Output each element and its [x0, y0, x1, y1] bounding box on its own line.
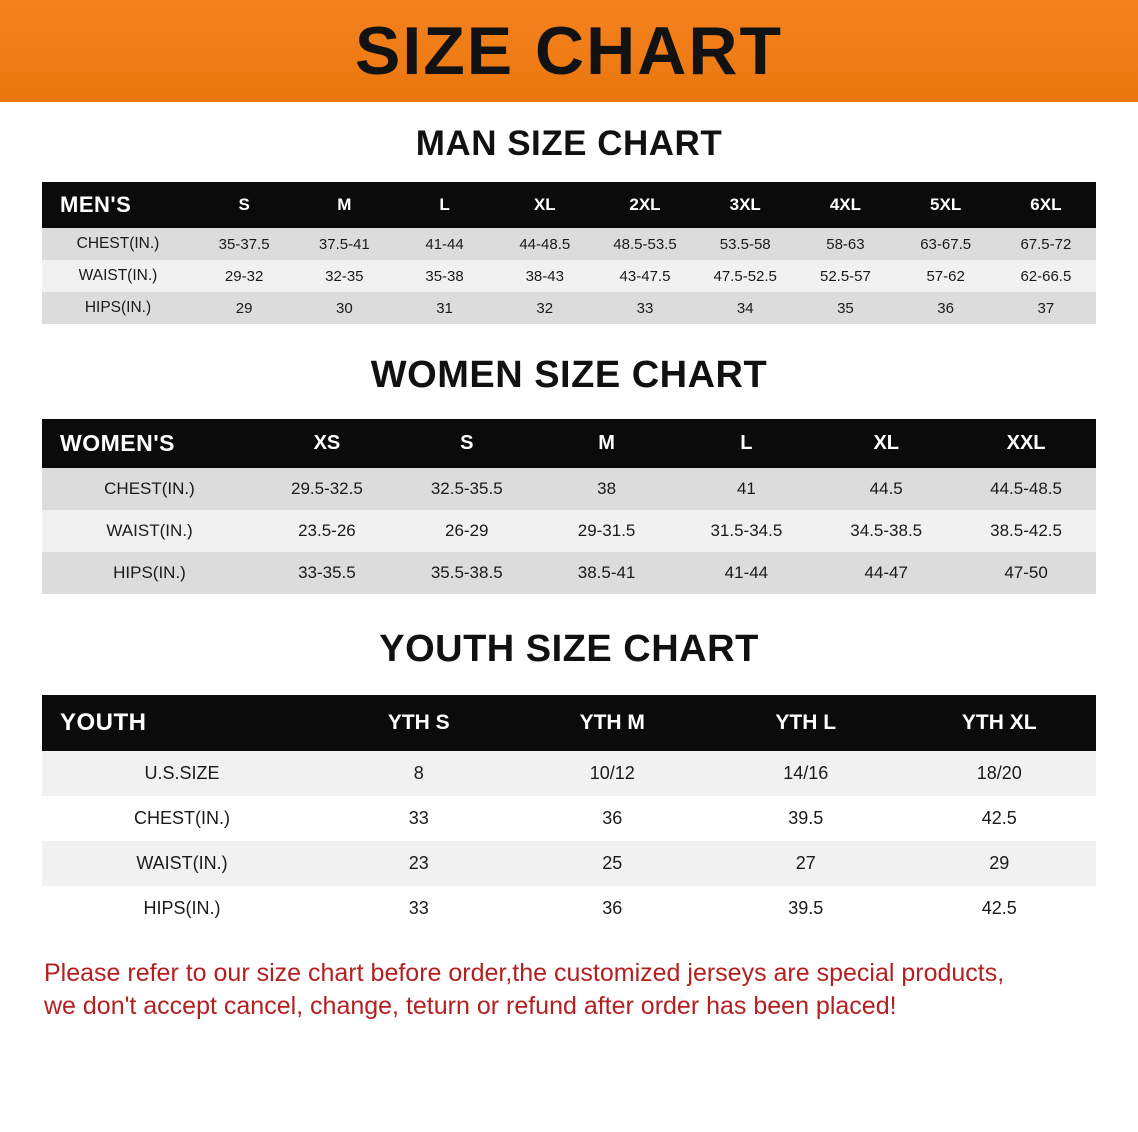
- women-cell-2-0: 33-35.5: [257, 552, 397, 594]
- women-row-0-label: CHEST(IN.): [42, 468, 257, 510]
- man-section-heading: MAN SIZE CHART: [415, 124, 723, 163]
- women-cell-2-3: 41-44: [676, 552, 816, 594]
- man-table-wrap: [42, 182, 1096, 324]
- men-col-5: 3XL: [695, 182, 795, 228]
- women-col-1: S: [397, 419, 537, 468]
- women-row-2-label: HIPS(IN.): [42, 552, 257, 594]
- men-row-1-label: WAIST(IN.): [42, 260, 194, 292]
- men-cell-1-0: 29-32: [194, 260, 294, 292]
- youth-section-heading: YOUTH SIZE CHART: [379, 628, 759, 670]
- men-col-7: 5XL: [896, 182, 996, 228]
- men-cell-1-4: 43-47.5: [595, 260, 695, 292]
- men-cell-0-6: 58-63: [795, 228, 895, 260]
- men-col-3: XL: [495, 182, 595, 228]
- youth-cell-3-1: 36: [516, 886, 710, 931]
- women-col-2: M: [537, 419, 677, 468]
- women-cell-2-2: 38.5-41: [537, 552, 677, 594]
- women-cell-0-3: 41: [676, 468, 816, 510]
- table-header-row: [42, 419, 1096, 468]
- men-row-0-label: CHEST(IN.): [42, 228, 194, 260]
- women-cell-1-1: 26-29: [397, 510, 537, 552]
- women-cell-0-4: 44.5: [816, 468, 956, 510]
- women-cell-2-4: 44-47: [816, 552, 956, 594]
- youth-cell-3-2: 39.5: [709, 886, 903, 931]
- table-row: [42, 510, 1096, 552]
- women-cell-1-4: 34.5-38.5: [816, 510, 956, 552]
- women-table-wrap: [42, 419, 1096, 594]
- men-cell-2-5: 34: [695, 292, 795, 324]
- men-row-2-label: HIPS(IN.): [42, 292, 194, 324]
- men-cell-0-2: 41-44: [394, 228, 494, 260]
- youth-cell-0-3: 18/20: [903, 751, 1097, 796]
- men-cell-1-7: 57-62: [896, 260, 996, 292]
- women-row-1-label: WAIST(IN.): [42, 510, 257, 552]
- banner: [0, 0, 1138, 102]
- men-cell-0-5: 53.5-58: [695, 228, 795, 260]
- men-col-8: 6XL: [996, 182, 1096, 228]
- table-row: [42, 886, 1096, 931]
- men-cell-2-1: 30: [294, 292, 394, 324]
- women-col-4: XL: [816, 419, 956, 468]
- youth-cell-1-1: 36: [516, 796, 710, 841]
- men-cell-2-3: 32: [495, 292, 595, 324]
- youth-cell-0-0: 8: [322, 751, 516, 796]
- youth-col-0: YTH S: [322, 695, 516, 751]
- table-row: [42, 796, 1096, 841]
- policy-note-line-2: we don't accept cancel, change, teturn or refund after order has been placed!: [44, 992, 897, 1020]
- youth-table-wrap: [42, 695, 1096, 931]
- women-cell-1-0: 23.5-26: [257, 510, 397, 552]
- women-cell-0-5: 44.5-48.5: [956, 468, 1096, 510]
- youth-cell-0-2: 14/16: [709, 751, 903, 796]
- policy-note: [44, 957, 1094, 1023]
- men-cell-0-7: 63-67.5: [896, 228, 996, 260]
- women-col-3: L: [676, 419, 816, 468]
- man-size-table: [42, 182, 1096, 324]
- women-col-5: XXL: [956, 419, 1096, 468]
- men-col-1: M: [294, 182, 394, 228]
- men-col-6: 4XL: [795, 182, 895, 228]
- women-cell-0-0: 29.5-32.5: [257, 468, 397, 510]
- youth-cell-1-2: 39.5: [709, 796, 903, 841]
- men-cell-1-2: 35-38: [394, 260, 494, 292]
- table-row: [42, 841, 1096, 886]
- women-cell-0-2: 38: [537, 468, 677, 510]
- youth-cell-2-0: 23: [322, 841, 516, 886]
- men-cell-1-5: 47.5-52.5: [695, 260, 795, 292]
- men-cell-2-2: 31: [394, 292, 494, 324]
- women-cell-2-1: 35.5-38.5: [397, 552, 537, 594]
- women-cell-1-5: 38.5-42.5: [956, 510, 1096, 552]
- men-cell-1-6: 52.5-57: [795, 260, 895, 292]
- youth-cell-1-0: 33: [322, 796, 516, 841]
- youth-size-table: [42, 695, 1096, 931]
- youth-cell-0-1: 10/12: [516, 751, 710, 796]
- table-header-row: [42, 182, 1096, 228]
- men-corner-label: MEN'S: [42, 182, 194, 228]
- youth-cell-2-3: 29: [903, 841, 1097, 886]
- youth-row-3-label: HIPS(IN.): [42, 886, 322, 931]
- men-cell-0-8: 67.5-72: [996, 228, 1096, 260]
- women-cell-1-3: 31.5-34.5: [676, 510, 816, 552]
- men-cell-0-0: 35-37.5: [194, 228, 294, 260]
- youth-col-1: YTH M: [516, 695, 710, 751]
- table-row: [42, 260, 1096, 292]
- youth-row-1-label: CHEST(IN.): [42, 796, 322, 841]
- men-col-0: S: [194, 182, 294, 228]
- men-cell-2-8: 37: [996, 292, 1096, 324]
- women-corner-label: WOMEN'S: [42, 419, 257, 468]
- table-row: [42, 751, 1096, 796]
- table-row: [42, 228, 1096, 260]
- policy-note-line-1: Please refer to our size chart before order,the customized jerseys are special products,: [44, 959, 1005, 987]
- table-row: [42, 292, 1096, 324]
- women-cell-2-5: 47-50: [956, 552, 1096, 594]
- men-cell-1-1: 32-35: [294, 260, 394, 292]
- men-cell-1-3: 38-43: [495, 260, 595, 292]
- youth-row-0-label: U.S.SIZE: [42, 751, 322, 796]
- women-size-table: [42, 419, 1096, 594]
- youth-col-2: YTH L: [709, 695, 903, 751]
- women-section-heading: WOMEN SIZE CHART: [370, 354, 768, 396]
- table-row: [42, 552, 1096, 594]
- youth-cell-2-2: 27: [709, 841, 903, 886]
- youth-cell-3-3: 42.5: [903, 886, 1097, 931]
- youth-col-3: YTH XL: [903, 695, 1097, 751]
- men-cell-1-8: 62-66.5: [996, 260, 1096, 292]
- men-cell-0-1: 37.5-41: [294, 228, 394, 260]
- table-header-row: [42, 695, 1096, 751]
- youth-corner-label: YOUTH: [42, 695, 322, 751]
- youth-row-2-label: WAIST(IN.): [42, 841, 322, 886]
- table-row: [42, 468, 1096, 510]
- women-col-0: XS: [257, 419, 397, 468]
- men-cell-2-4: 33: [595, 292, 695, 324]
- men-cell-0-3: 44-48.5: [495, 228, 595, 260]
- men-col-4: 2XL: [595, 182, 695, 228]
- men-col-2: L: [394, 182, 494, 228]
- page-title: SIZE CHART: [355, 13, 783, 89]
- youth-cell-2-1: 25: [516, 841, 710, 886]
- women-cell-0-1: 32.5-35.5: [397, 468, 537, 510]
- men-cell-2-6: 35: [795, 292, 895, 324]
- youth-cell-3-0: 33: [322, 886, 516, 931]
- youth-cell-1-3: 42.5: [903, 796, 1097, 841]
- men-cell-0-4: 48.5-53.5: [595, 228, 695, 260]
- men-cell-2-0: 29: [194, 292, 294, 324]
- men-cell-2-7: 36: [896, 292, 996, 324]
- women-cell-1-2: 29-31.5: [537, 510, 677, 552]
